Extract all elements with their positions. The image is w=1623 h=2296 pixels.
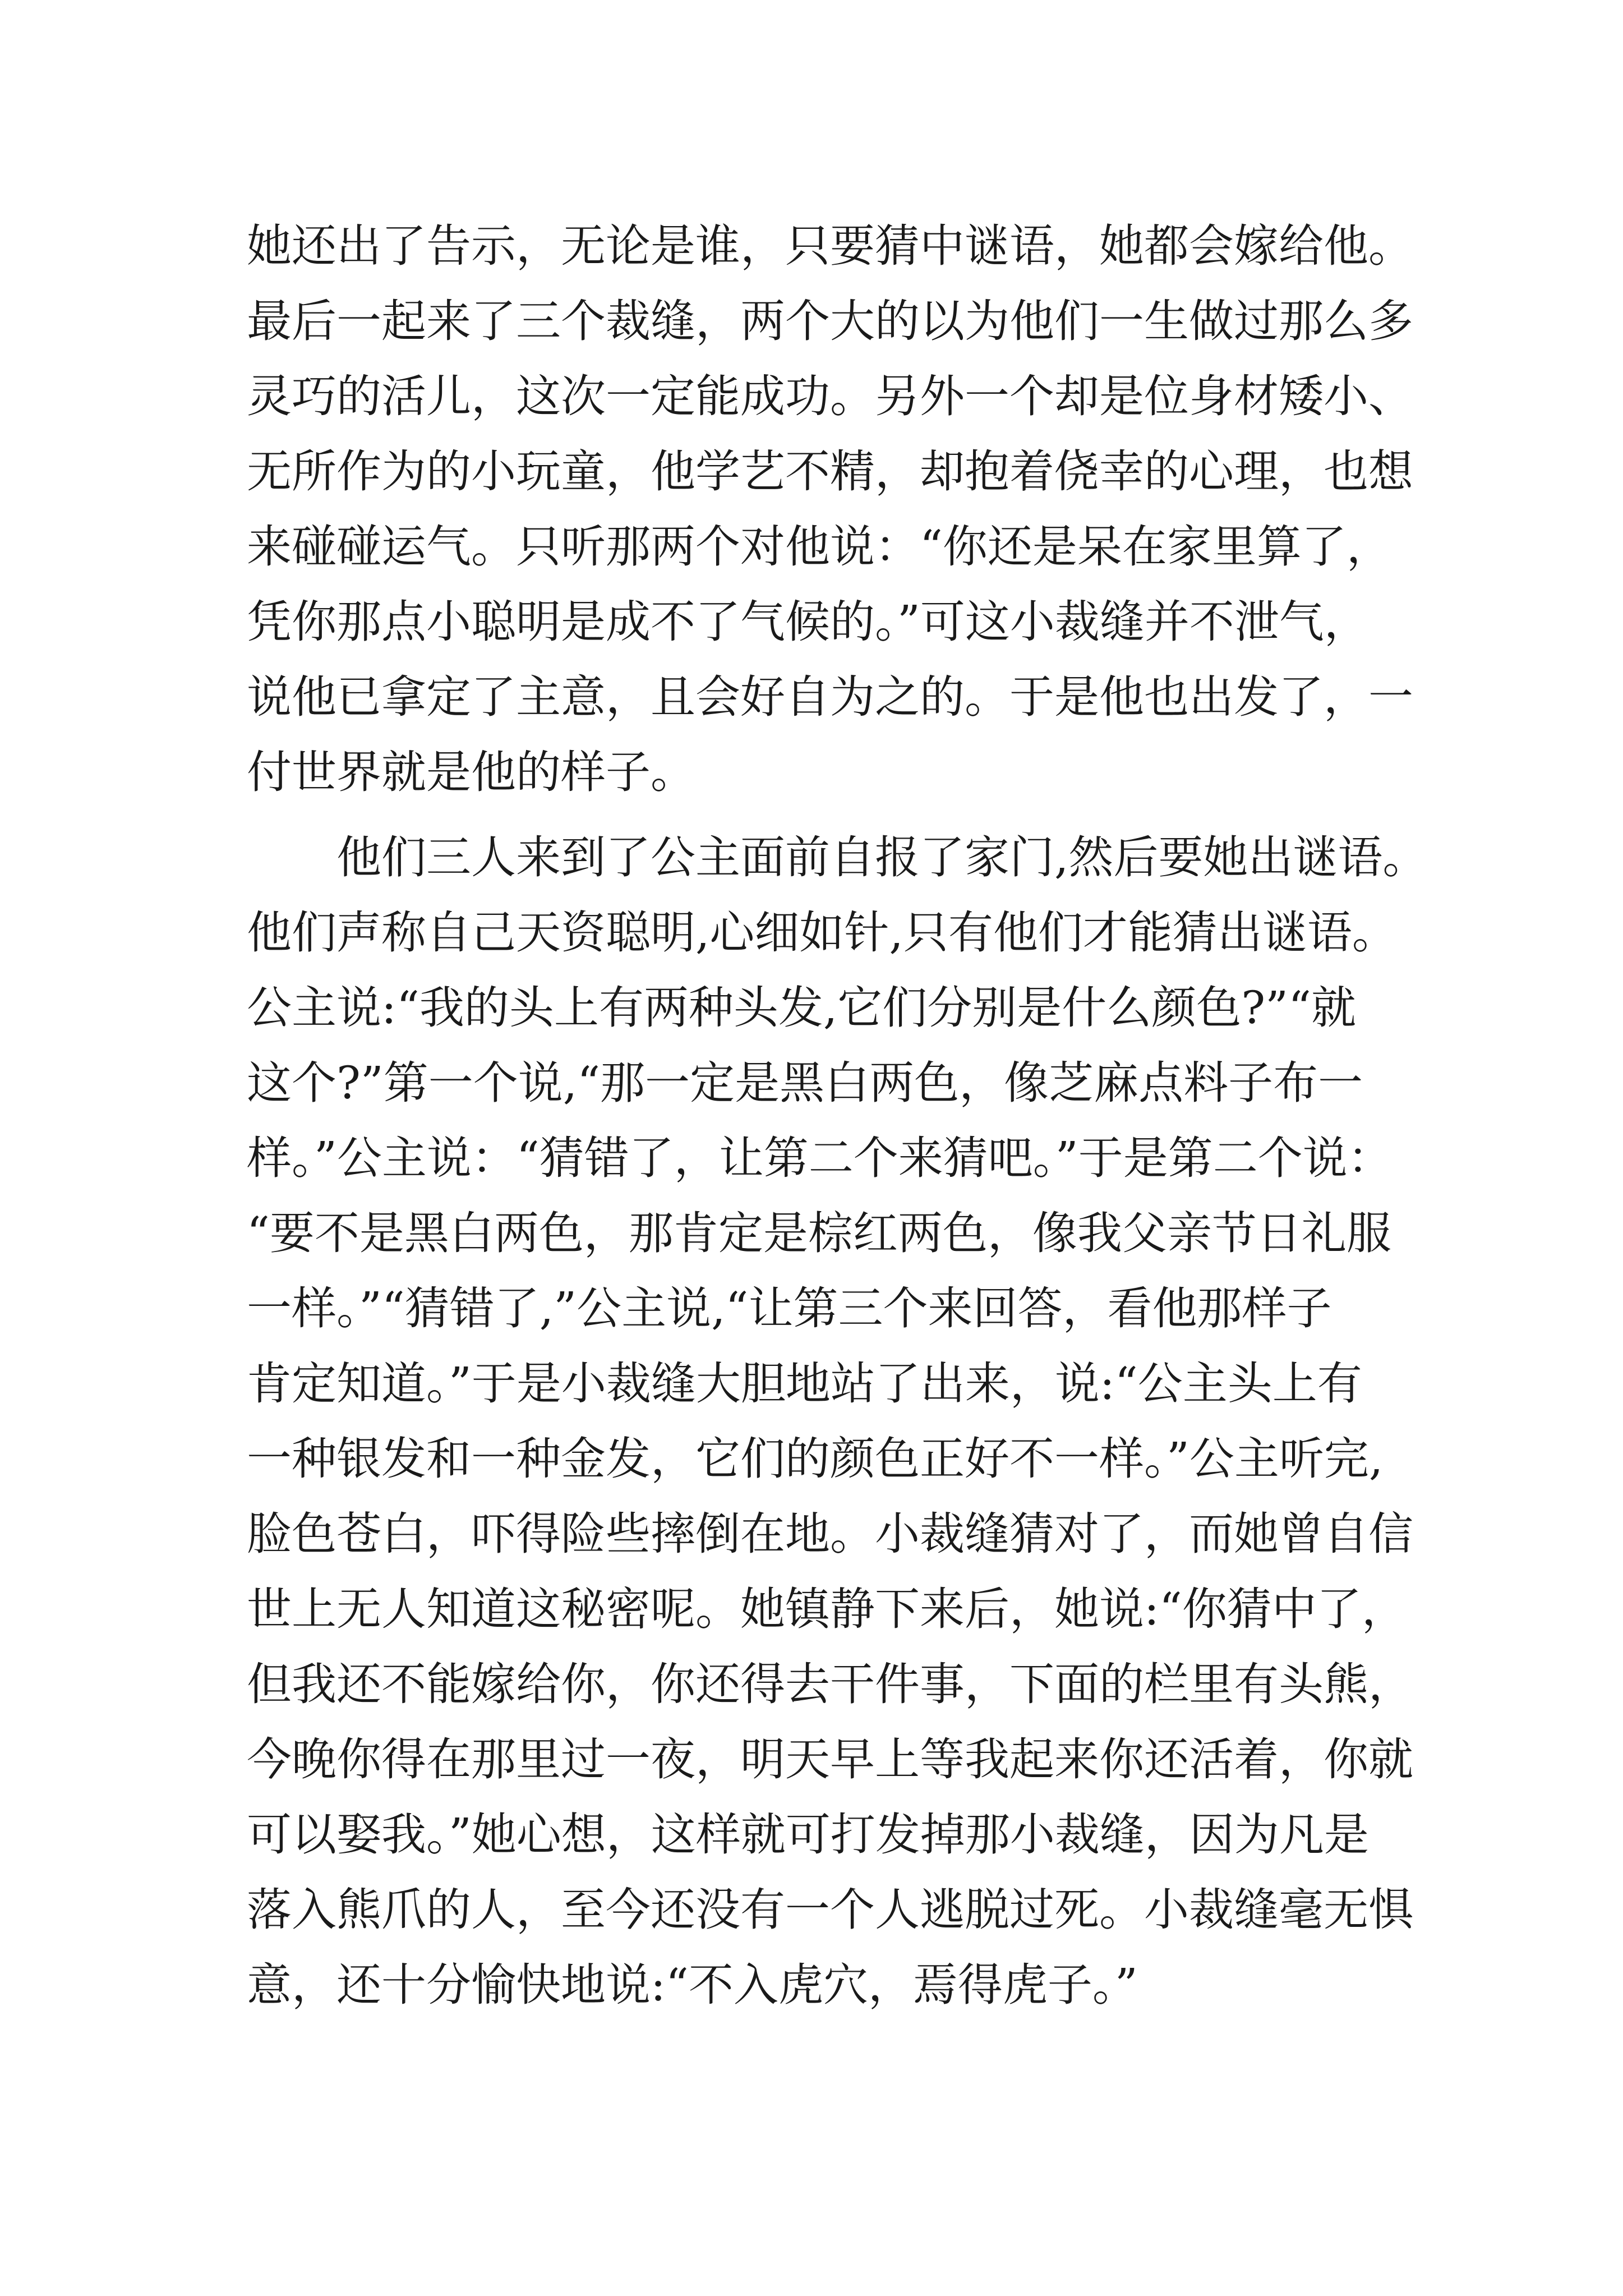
- text-line: 落入熊爪的人，至今还没有一个人逃脱过死。小裁缝毫无惧: [247, 1884, 1413, 1936]
- text-line: 但我还不能嫁给你，你还得去干件事，下面的栏里有头熊，: [247, 1658, 1413, 1710]
- paragraph-gap: [247, 810, 1424, 820]
- text-line: 来碰碰运气。只听那两个对他说：“你还是呆在家里算了，: [247, 521, 1391, 573]
- story-text: [247, 209, 1428, 2023]
- text-line: 凭你那点小聪明是成不了气候的。”可这小裁缝并不泄气，: [247, 596, 1369, 648]
- text-line: “要不是黑白两色，那肯定是棕红两色，像我父亲节日礼服: [247, 1207, 1391, 1259]
- text-line: 世上无人知道这秘密呢。她镇静下来后，她说:“你猜中了，: [247, 1583, 1407, 1635]
- paragraph-1: [247, 209, 1424, 810]
- text-line: 肯定知道。”于是小裁缝大胆地站了出来，说:“公主头上有: [247, 1358, 1362, 1410]
- text-line: 无所作为的小玩童，他学艺不精，却抱着侥幸的心理，也想: [247, 445, 1413, 498]
- text-line: 说他已拿定了主意，且会好自为之的。于是他也出发了，一: [247, 671, 1413, 723]
- text-line: 一样。”“猜错了,”公主说,“让第三个来回答，看他那样子: [247, 1282, 1332, 1335]
- text-line: 他们三人来到了公主面前自报了家门,然后要她出谜语。: [336, 831, 1428, 884]
- text-line: 灵巧的活儿，这次一定能成功。另外一个却是位身材矮小、: [247, 370, 1413, 422]
- paragraph-2: [247, 820, 1428, 2023]
- text-line: 公主说:“我的头上有两种头发,它们分别是什么颜色?”“就: [247, 982, 1356, 1034]
- text-line: 这个?”第一个说,“那一定是黑白两色，像芝麻点料子布一: [247, 1057, 1363, 1109]
- text-line: 意，还十分愉快地说:“不入虎穴，焉得虎子。”: [247, 1959, 1138, 2011]
- text-line: 付世界就是他的样子。: [247, 746, 695, 798]
- text-line: 今晚你得在那里过一夜，明天早上等我起来你还活着，你就: [247, 1733, 1413, 1786]
- text-line: 他们声称自己天资聪明,心细如针,只有他们才能猜出谜语。: [247, 907, 1397, 959]
- text-line: 她还出了告示，无论是谁，只要猜中谜语，她都会嫁给他。: [247, 220, 1413, 272]
- text-line: 一种银发和一种金发，它们的颜色正好不一样。”公主听完,: [247, 1433, 1384, 1485]
- text-line: 脸色苍白，吓得险些摔倒在地。小裁缝猜对了，而她曾自信: [247, 1508, 1413, 1560]
- text-line: 样。”公主说：“猜错了，让第二个来猜吧。”于是第二个说：: [247, 1132, 1393, 1184]
- text-line: 最后一起来了三个裁缝，两个大的以为他们一生做过那么多: [247, 295, 1413, 347]
- text-line: 可以娶我。”她心想，这样就可打发掉那小裁缝，因为凡是: [247, 1809, 1369, 1861]
